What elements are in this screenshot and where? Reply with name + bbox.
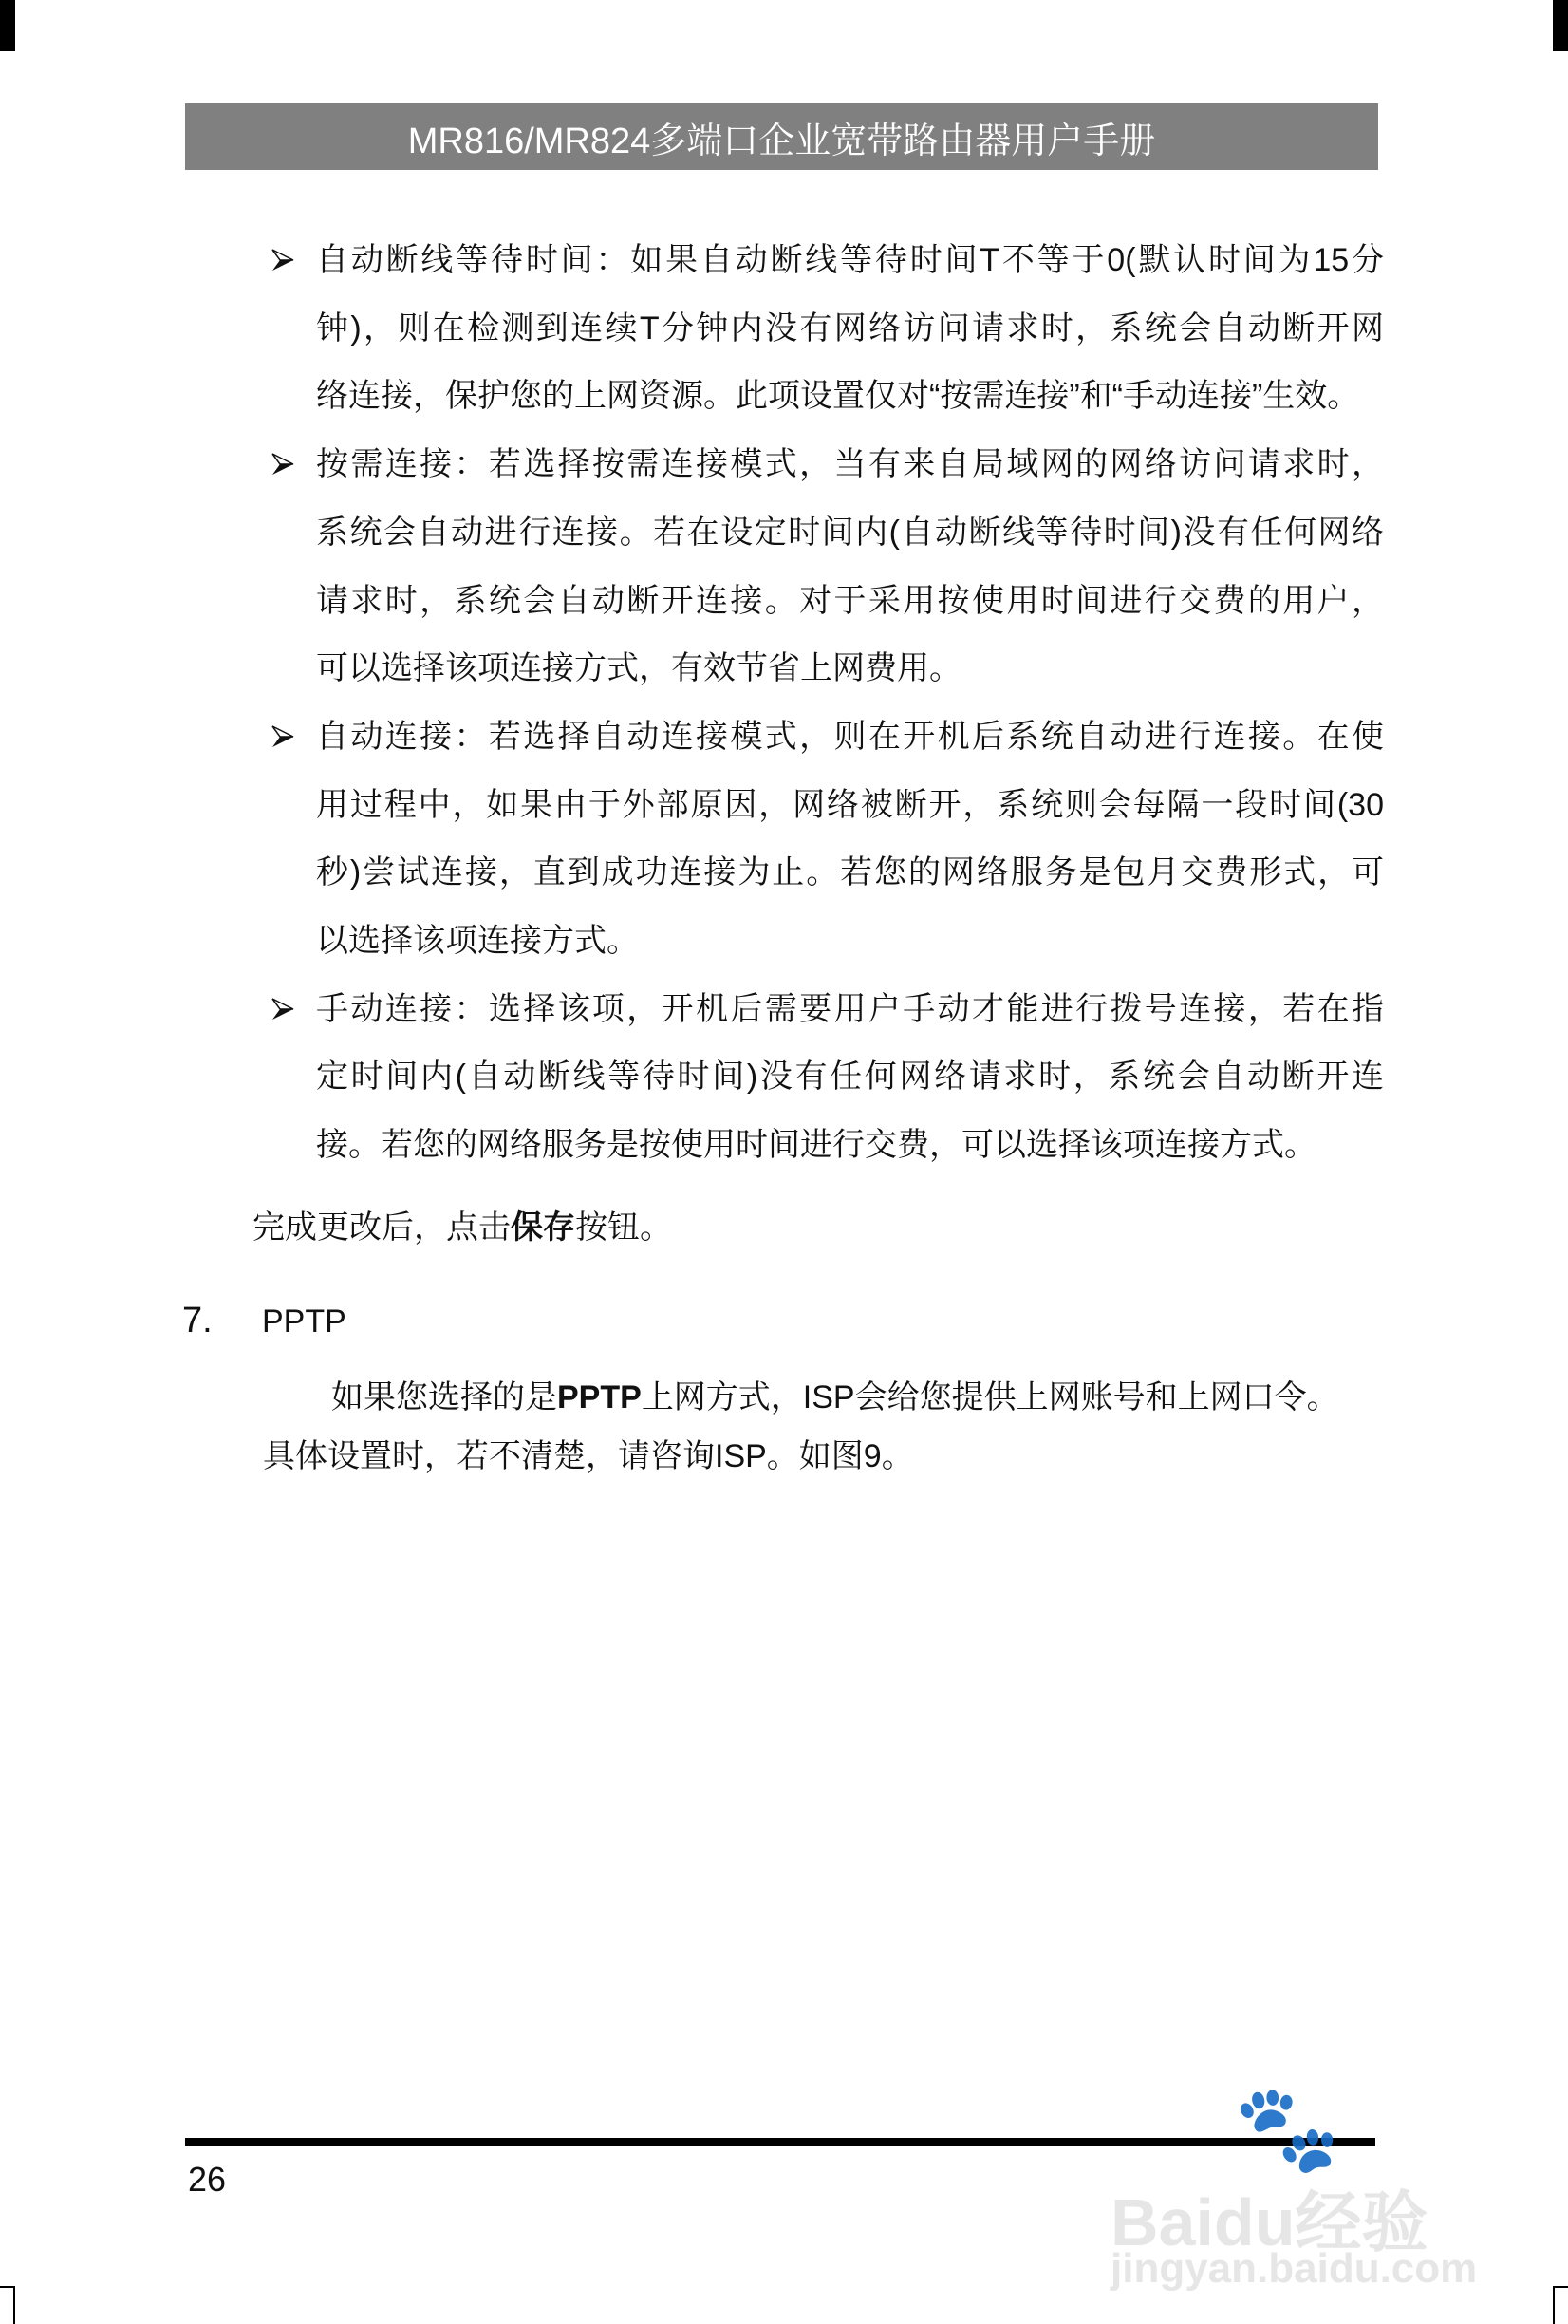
save-note: 完成更改后，点击保存按钮。	[252, 1209, 672, 1246]
crop-mark-bottom-right	[1553, 2286, 1568, 2324]
bullet-3-line: 秒)尝试连接，直到成功连接为止。若您的网络服务是包月交费形式，可	[316, 854, 1384, 891]
bullet-2-line: 可以选择该项连接方式，有效节省上网费用。	[316, 650, 961, 687]
paragraph-line-2: 具体设置时，若不清楚，请咨询ISP。如图9。	[263, 1438, 914, 1474]
bullet-arrow-icon	[271, 452, 295, 477]
bullet-2-line: 系统会自动进行连接。若在设定时间内(自动断线等待时间)没有任何网络	[316, 514, 1384, 551]
bullet-2-line: 按需连接：若选择按需连接模式，当有来自局域网的网络访问请求时，	[316, 446, 1384, 483]
bullet-4-line: 定时间内(自动断线等待时间)没有任何网络请求时，系统会自动断开连	[316, 1059, 1384, 1096]
bullet-1-line: 络连接，保护您的上网资源。此项设置仅对“按需连接”和“手动连接”生效。	[316, 378, 1360, 415]
bullet-1-line: 自动断线等待时间：如果自动断线等待时间T不等于0(默认时间为15分	[316, 242, 1384, 278]
bullet-4-line: 接。若您的网络服务是按使用时间进行交费，可以选择该项连接方式。	[316, 1127, 1316, 1164]
manual-title: MR816/MR824多端口企业宽带路由器用户手册	[407, 121, 1156, 161]
bullet-4-line: 手动连接：选择该项，开机后需要用户手动才能进行拨号连接，若在指	[316, 990, 1384, 1027]
bullet-arrow-icon	[271, 724, 295, 749]
crop-mark-top-right	[1553, 0, 1568, 51]
crop-mark-bottom-left	[0, 2286, 15, 2324]
crop-mark-top-left	[0, 0, 15, 51]
bullet-3-line: 用过程中，如果由于外部原因，网络被断开，系统则会每隔一段时间(30	[316, 786, 1384, 823]
paragraph-line-1: 如果您选择的是PPTP上网方式，ISP会给您提供上网账号和上网口令。	[331, 1379, 1339, 1415]
section-number: 7.	[182, 1301, 213, 1340]
footer-rule	[185, 2138, 1375, 2146]
bullet-3-line: 自动连接：若选择自动连接模式，则在开机后系统自动进行连接。在使	[316, 718, 1384, 755]
bullet-arrow-icon	[271, 248, 295, 272]
paw-icon: 🐾	[1234, 2082, 1341, 2177]
section-title: PPTP	[262, 1303, 346, 1340]
page-number: 26	[188, 2160, 227, 2199]
bullet-3-line: 以选择该项连接方式。	[316, 923, 639, 959]
bullet-arrow-icon	[271, 997, 295, 1021]
running-header	[185, 103, 1378, 170]
bullet-2-line: 请求时，系统会自动断开连接。对于采用按使用时间进行交费的用户，	[316, 582, 1384, 619]
bullet-1-line: 钟)，则在检测到连续T分钟内没有网络访问请求时，系统会自动断开网	[316, 309, 1384, 347]
